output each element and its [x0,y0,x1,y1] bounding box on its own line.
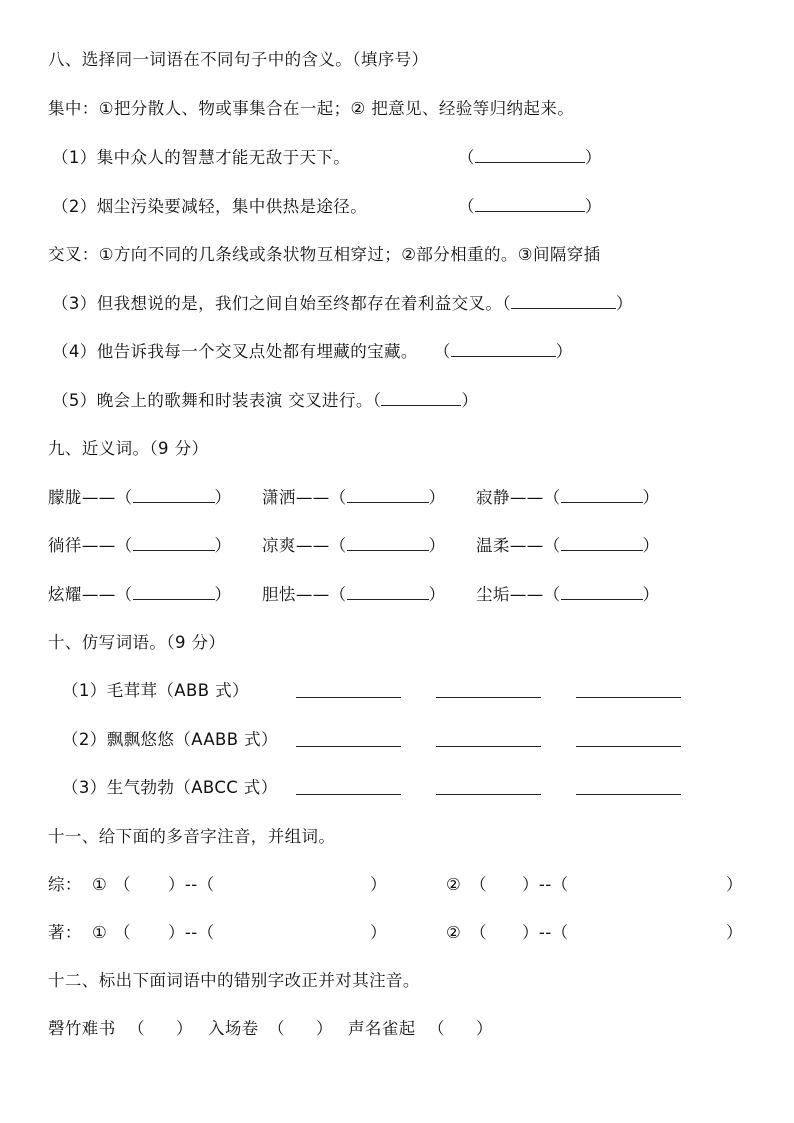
synonym-item: 炫耀——（ ） [48,585,232,604]
answer-2-blank[interactable] [475,196,585,212]
imitation-blank[interactable] [436,794,541,795]
synonym-blank[interactable] [133,535,215,551]
imitation-blank[interactable] [296,794,401,795]
synonym-blank[interactable] [133,584,215,600]
imitation-blank[interactable] [296,746,401,747]
answer-1[interactable]: （ ） [458,148,602,167]
answer-1-blank[interactable] [475,147,585,163]
synonym-blank[interactable] [347,487,429,503]
word-blank-close: ） [370,875,387,894]
synonym-blank[interactable] [561,535,643,551]
question-4: （4）他告诉我每一个交叉点处都有埋藏的宝藏。 （ ） [52,342,573,361]
question-2-text: （2）烟尘污染要减轻，集中供热是途径。 [52,197,368,216]
synonym-item: 寂静——（ ） [476,488,660,507]
answer-2[interactable]: （ ） [458,197,602,216]
definition-jizhong: 集中：①把分散人、物或事集合在一起；② 把意见、经验等归纳起来。 [48,99,575,118]
synonym-blank[interactable] [561,487,643,503]
imitation-blank[interactable] [576,746,681,747]
imitation-blank[interactable] [576,697,681,698]
synonym-item: 朦胧——（ ） [48,488,232,507]
question-1-text: （1）集中众人的智慧才能无敌于天下。 [52,148,351,167]
question-5: （5）晚会上的歌舞和时装表演 交叉进行。（ ） [52,391,479,410]
question-1 [52,147,350,169]
question-4-text: （4）他告诉我每一个交叉点处都有埋藏的宝藏。 [52,342,418,361]
word-blank-close: ） [370,923,387,942]
question-3: （3）但我想说的是，我们之间自始至终都存在着利益交叉。（ ） [52,294,633,313]
word-blank-open[interactable]: ）--（ [522,923,569,942]
answer-5-blank[interactable] [381,390,461,406]
section-12-title: 十二、标出下面词语中的错别字改正并对其注音。 [48,971,420,990]
question-2 [52,196,367,218]
synonym-blank[interactable] [561,584,643,600]
word-blank-close: ） [726,875,743,894]
answer-4-blank[interactable] [451,341,556,357]
typo-answer-close: ） [176,1019,193,1038]
answer-3-blank[interactable] [511,293,616,309]
typo-answer-close: ） [476,1019,493,1038]
word-blank-close: ） [726,923,743,942]
circled-number-1: ① [92,875,108,894]
synonym-blank[interactable] [133,487,215,503]
synonym-blank[interactable] [347,584,429,600]
synonym-blank[interactable] [347,535,429,551]
pinyin-blank[interactable]: （ [114,875,131,894]
typo-answer-open[interactable]: （ [268,1019,285,1038]
word-blank-open[interactable]: ）--（ [168,875,215,894]
typo-answer-open[interactable]: （ [128,1019,145,1038]
synonym-item: 温柔——（ ） [476,536,660,555]
synonym-item: 凉爽——（ ） [262,536,446,555]
pinyin-blank[interactable]: （ [470,923,487,942]
circled-number-1: ① [92,923,108,942]
typo-answer-close: ） [316,1019,333,1038]
synonym-item: 胆怯——（ ） [262,585,446,604]
section-11-title: 十一、给下面的多音字注音，并组词。 [48,827,336,846]
synonym-item: 徜徉——（ ） [48,536,232,555]
circled-number-2: ② [446,875,462,894]
imitation-item-2: （2）飘飘悠悠（AABB 式） [62,730,278,749]
section-9-title: 九、近义词。（9 分） [48,439,209,458]
section-8-title: 八、选择同一词语在不同句子中的含义。（填序号） [48,50,429,69]
definition-jiaocha: 交叉：①方向不同的几条线或条状物互相穿过；②部分相重的。③间隔穿插 [48,245,601,264]
imitation-blank[interactable] [436,697,541,698]
polyphone-char-zhu: 著： [48,923,82,942]
circled-number-2: ② [446,923,462,942]
pinyin-blank[interactable]: （ [114,923,131,942]
pinyin-blank[interactable]: （ [470,875,487,894]
typo-answer-open[interactable]: （ [428,1019,445,1038]
imitation-item-1: （1）毛茸茸（ABB 式） [62,681,249,700]
word-blank-open[interactable]: ）--（ [168,923,215,942]
synonym-item: 尘垢——（ ） [476,585,660,604]
imitation-blank[interactable] [436,746,541,747]
question-5-text: （5）晚会上的歌舞和时装表演 交叉进行。 [52,391,373,410]
typo-word-3: 声名雀起 [348,1019,416,1038]
imitation-blank[interactable] [576,794,681,795]
question-3-text: （3）但我想说的是，我们之间自始至终都存在着利益交叉。 [52,294,503,313]
synonym-item: 潇洒——（ ） [262,488,446,507]
typo-word-2: 入场卷 [208,1019,259,1038]
imitation-item-3: （3）生气勃勃（ABCC 式） [62,778,278,797]
section-10-title: 十、仿写词语。（9 分） [48,633,226,652]
typo-word-1: 磬竹难书 [48,1019,116,1038]
word-blank-open[interactable]: ）--（ [522,875,569,894]
imitation-blank[interactable] [296,697,401,698]
polyphone-char-zong: 综： [48,875,82,894]
